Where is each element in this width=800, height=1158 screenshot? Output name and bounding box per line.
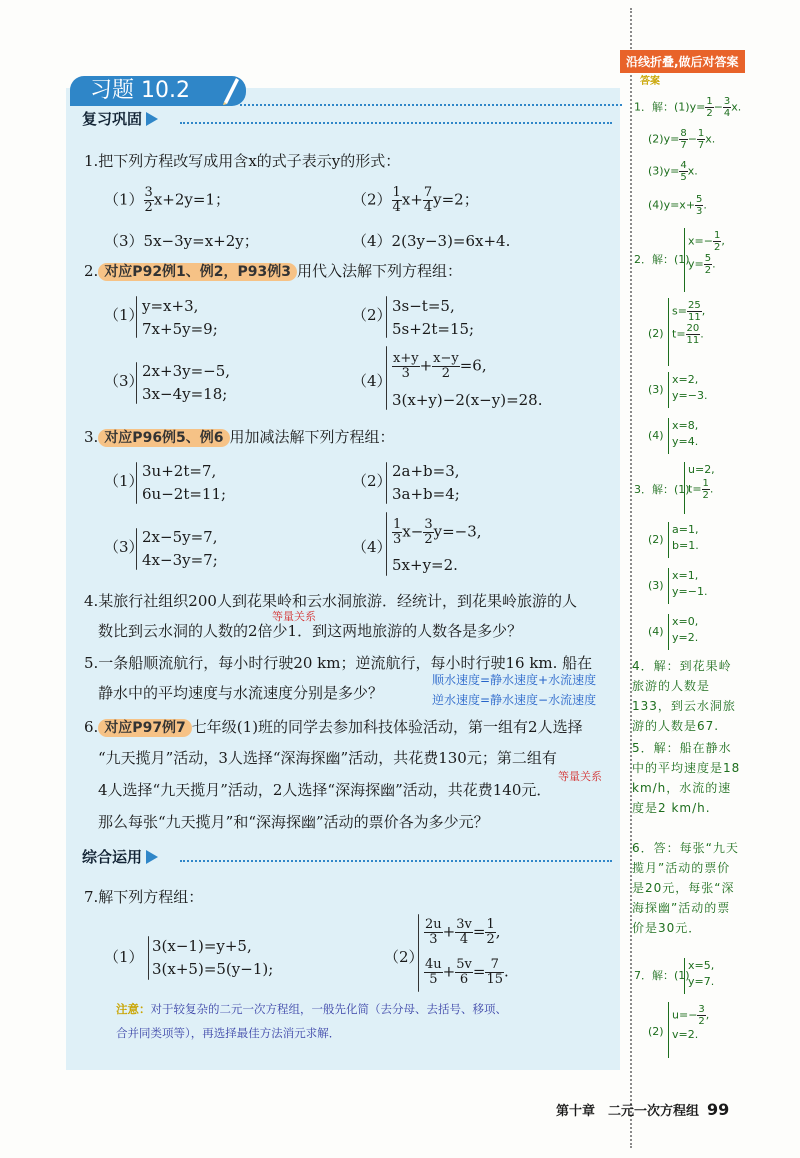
brace xyxy=(386,296,387,338)
q3-part4-label: （4） xyxy=(352,538,392,556)
fraction: $\frac{2u}{3}$ xyxy=(425,917,442,947)
brace xyxy=(684,462,685,514)
q1-part2-eq2: y=2； xyxy=(433,190,479,209)
exercise-header xyxy=(70,76,246,106)
q5-line2: 静水中的平均速度与水流速度分别是多少？ xyxy=(98,684,384,702)
brace xyxy=(668,522,669,558)
fraction: $\frac{3v}{4}$ xyxy=(456,917,472,947)
q3-s4a: $\frac{1}{3}$ x− $\frac{3}{2}$ y=−3, xyxy=(393,517,482,547)
pencil-icon xyxy=(220,74,240,106)
brace xyxy=(136,362,137,404)
q2-stem xyxy=(84,260,462,283)
q1-part4: （4）2(3y−3)=6x+4. xyxy=(352,232,511,250)
q4-line2: 数比到云水洞的人数的2倍少1．到这两地旅游的人数各是多少？ xyxy=(98,622,523,640)
hint-label: 注意： xyxy=(116,1002,151,1016)
ans1-4: (4)y=x+ $\frac{5}{3}$ . xyxy=(648,194,707,217)
ans3-2b: b=1. xyxy=(672,539,699,552)
hint-note xyxy=(116,997,516,1045)
q3-part3-label: （3） xyxy=(104,538,144,556)
section-apply-label: 综合运用 xyxy=(82,848,143,866)
q7-stem: 7.解下列方程组： xyxy=(84,888,204,906)
page-number: 99 xyxy=(707,1100,730,1119)
brace xyxy=(668,418,669,454)
ans7-1b: y=7. xyxy=(688,975,715,988)
brace xyxy=(684,958,685,994)
ans2-4-label: (4) xyxy=(648,429,664,442)
q2-part2-label: （2） xyxy=(352,306,392,324)
q7-s1a: 3(x−1)=y+5, xyxy=(152,937,252,955)
brace xyxy=(136,296,137,338)
q2-reference-tag: 对应P92例1、例2，P93例3 xyxy=(98,263,297,281)
arrow-right-icon xyxy=(146,850,158,864)
ans7-1-label: 7．解：(1) xyxy=(634,969,690,982)
q6-text1: 七年级(1)班的同学去参加科技体验活动，第一组有2人选择 xyxy=(191,718,583,736)
ans3-3 xyxy=(672,568,707,600)
ans7-2b: v=2. xyxy=(672,1028,699,1041)
fraction: $\frac{3}{2}$ xyxy=(144,185,153,215)
ans6: 6．答：每张“九天揽月”活动的票价是20元，每张“深海探幽”活动的票价是30元． xyxy=(632,841,739,935)
q5-note1: 顺水速度=静水速度+水流速度 xyxy=(432,673,597,687)
q2-s4a-rhs: =6, xyxy=(459,356,487,375)
q3-s1a: 3u+2t=7, xyxy=(142,462,217,480)
q3-part2-label: （2） xyxy=(352,472,392,490)
fraction: $\frac{7}{4}$ xyxy=(423,185,433,215)
ans1-4-label: (4)y=x+ xyxy=(648,198,696,212)
q7-s2a: $\frac{2u}{3}$ + $\frac{3v}{4}$ = $\frac{1}{2}$ , xyxy=(425,917,501,947)
q1-part1-eq: x+2y=1； xyxy=(153,190,230,209)
fraction: $\frac{x-y}{2}$ xyxy=(433,351,459,381)
ans1-3-label: (3)y= xyxy=(648,164,680,178)
ans7-2-label: (2) xyxy=(648,1025,664,1038)
q2-text: 用代入法解下列方程组： xyxy=(297,262,463,280)
q2-s2a: 3s−t=5, xyxy=(392,297,455,315)
fold-line xyxy=(630,8,632,1148)
brace xyxy=(668,372,669,408)
exercise-title: 习题 10.2 xyxy=(90,78,190,103)
q6-annotation: 等量关系 xyxy=(558,770,602,783)
ans2-2: s= $\frac{25}{11}$ , t= $\frac{20}{11}$ . xyxy=(672,300,706,346)
ans5: 5．解：船在静水中的平均速度是18 km/h，水流的速度是2 km/h. xyxy=(632,741,741,815)
q3-part1-label: （1） xyxy=(104,472,144,490)
q3-s2a: 2a+b=3, xyxy=(392,462,460,480)
ans2-4 xyxy=(672,418,698,450)
q3-s3b: 4x−3y=7; xyxy=(142,551,218,569)
brace xyxy=(136,462,137,504)
q2-number: 2. xyxy=(84,262,99,280)
section-apply xyxy=(82,846,158,867)
q2-s1b: 7x+5y=9; xyxy=(142,320,218,338)
ans4: 4．解：到花果岭旅游的人数是133，到云水洞旅游的人数是67. xyxy=(632,659,736,733)
ans1-label: 1．解：(1)y= xyxy=(634,100,706,114)
fraction: $\frac{4u}{5}$ xyxy=(425,957,442,987)
brace xyxy=(668,1002,669,1058)
fraction: $\frac{1}{2}$ xyxy=(486,917,495,947)
section-divider xyxy=(180,860,612,862)
q1-part1-label: （1） xyxy=(104,190,144,209)
q6-line3: 4人选择“九天揽月”活动，2人选择“深海探幽”活动，共花费140元． xyxy=(98,781,552,799)
ans3-2a: a=1, xyxy=(672,523,699,536)
q2-part4-label: （4） xyxy=(352,372,392,390)
brace xyxy=(684,228,685,292)
q1-part2 xyxy=(352,186,479,215)
ans2-3b: y=−3. xyxy=(672,389,708,402)
fraction: $\frac{1}{3}$ xyxy=(393,517,402,547)
q1-part2-label: （2） xyxy=(352,190,392,209)
ans3-3a: x=1, xyxy=(672,569,699,582)
arrow-right-icon xyxy=(146,112,158,126)
brace xyxy=(668,298,669,366)
ans7-2: u=− $\frac{3}{2}$ , v=2. xyxy=(672,1004,710,1041)
q1-stem: 1.把下列方程改写成用含x的式子表示y的形式： xyxy=(84,152,401,170)
q7-part1-label: （1） xyxy=(104,948,144,966)
ans3-1a: u=2, xyxy=(688,463,715,476)
ans1-1: 1．解：(1)y= $\frac{1}{2}$ − $\frac{3}{4}$ x. xyxy=(634,96,742,119)
ans3-3b: y=−1. xyxy=(672,585,708,598)
ans3-1: u=2, t= $\frac{1}{2}$ . xyxy=(688,463,715,501)
ans2-1-label: 2．解：(1) xyxy=(634,253,690,266)
ans3-4a: x=0, xyxy=(672,615,699,628)
q2-s1a: y=x+3, xyxy=(142,297,199,315)
q2-part3-label: （3） xyxy=(104,372,144,390)
q3-s3a: 2x−5y=7, xyxy=(142,528,218,546)
q3-number: 3. xyxy=(84,428,99,446)
ans3-3-label: (3) xyxy=(648,579,664,592)
q7-s1b: 3(x+5)=5(y−1); xyxy=(152,960,274,978)
q2-s4a: $\frac{x+y}{3}$ + $\frac{x-y}{2}$ =6, xyxy=(393,351,487,381)
q7-s2b: $\frac{4u}{5}$ + $\frac{5v}{6}$ = $\frac{7}{15}$ . xyxy=(425,957,509,987)
chapter-title: 第十章 二元一次方程组 xyxy=(556,1104,700,1119)
q2-s4b: 3(x+y)−2(x−y)=28. xyxy=(392,391,543,409)
q6-number: 6. xyxy=(84,718,99,736)
q5-line1: 5.一条船顺流航行，每小时行驶20 km；逆流航行，每小时行驶16 km. 船在 xyxy=(84,654,593,672)
q1-part3: （3）5x−3y=x+2y； xyxy=(104,232,259,250)
q6-reference-tag: 对应P97例7 xyxy=(98,719,191,737)
ans2-2-label: (2) xyxy=(648,327,664,340)
q3-s1b: 6u−2t=11; xyxy=(142,485,227,503)
fraction: $\frac{7}{15}$ xyxy=(486,957,503,987)
ans3-4-label: (4) xyxy=(648,625,664,638)
brace xyxy=(386,512,387,576)
brace xyxy=(418,914,419,992)
ans2-3a: x=2, xyxy=(672,373,699,386)
brace xyxy=(386,462,387,504)
ans3-4 xyxy=(672,614,698,646)
q2-s2b: 5s+2t=15; xyxy=(392,320,475,338)
ans7-1 xyxy=(688,958,714,990)
q3-s4a-rhs: y=−3, xyxy=(433,522,482,541)
q3-s4b: 5x+y=2. xyxy=(392,556,458,574)
ans1-2: (2)y= $\frac{8}{7}$ − $\frac{1}{7}$ x. xyxy=(648,128,716,151)
fraction: $\frac{x+y}{3}$ xyxy=(393,351,419,381)
brace xyxy=(148,936,149,980)
ans3-2-label: (2) xyxy=(648,533,664,546)
section-divider xyxy=(180,122,612,124)
ans1-tail: x. xyxy=(731,100,742,114)
brace xyxy=(386,346,387,410)
fraction: $\frac{3}{2}$ xyxy=(424,517,433,547)
q2-part1-label: （1） xyxy=(104,306,144,324)
q6-line4: 那么每张“九天揽月”和“深海探幽”活动的票价各为多少元？ xyxy=(98,813,489,831)
brace xyxy=(668,614,669,650)
brace xyxy=(668,568,669,604)
q1-part2-eq: x+ xyxy=(401,190,423,209)
ans2-1: x=− $\frac{1}{2}$ , y= $\frac{5}{2}$ . xyxy=(688,230,725,276)
section-review-label: 复习巩固 xyxy=(82,110,143,128)
ans2-3 xyxy=(672,372,707,404)
section-review xyxy=(82,108,158,129)
ans1-2-label: (2)y= xyxy=(648,132,680,146)
q1-part1 xyxy=(104,186,230,215)
q4-annotation: 等量关系 xyxy=(272,610,316,623)
q3-text: 用加减法解下列方程组： xyxy=(229,428,395,446)
q6-line2: “九天揽月”活动，3人选择“深海探幽”活动，共花费130元；第二组有 xyxy=(98,749,557,767)
ans3-2 xyxy=(672,522,699,554)
q2-s3a: 2x+3y=−5, xyxy=(142,362,231,380)
brace xyxy=(136,528,137,570)
q2-s3b: 3x−4y=18; xyxy=(142,385,228,403)
q5-note2: 逆水速度=静水速度−水流速度 xyxy=(432,693,597,707)
ans2-4a: x=8, xyxy=(672,419,699,432)
ans7-1a: x=5, xyxy=(688,959,715,972)
ans2-3-label: (3) xyxy=(648,383,664,396)
header-divider xyxy=(240,104,622,106)
ans3-1-label: 3．解：(1) xyxy=(634,483,690,496)
fraction: $\frac{1}{4}$ xyxy=(392,185,401,215)
fold-badge: 沿线折叠,做后对答案 xyxy=(620,50,745,73)
answer-title: 答案 xyxy=(640,76,660,87)
ans2-4b: y=4. xyxy=(672,435,699,448)
page-footer xyxy=(556,1100,729,1119)
q3-stem xyxy=(84,426,395,449)
ans1-3: (3)y= $\frac{4}{5}$ x. xyxy=(648,160,698,183)
q3-s2b: 3a+b=4; xyxy=(392,485,460,503)
q3-reference-tag: 对应P96例5、例6 xyxy=(98,429,229,447)
ans3-4b: y=2. xyxy=(672,631,699,644)
hint-text: 对于较复杂的二元一次方程组，一般先化简（去分母、去括号、移项、合并同类项等），再选择最佳方法消元求解． xyxy=(116,1002,507,1040)
q6-line1 xyxy=(84,716,583,739)
q4-line1: 4.某旅行社组织200人到花果岭和云水洞旅游．经统计，到花果岭旅游的人 xyxy=(84,592,577,610)
q7-part2-label: （2） xyxy=(384,948,424,966)
fraction: $\frac{5v}{6}$ xyxy=(456,957,472,987)
